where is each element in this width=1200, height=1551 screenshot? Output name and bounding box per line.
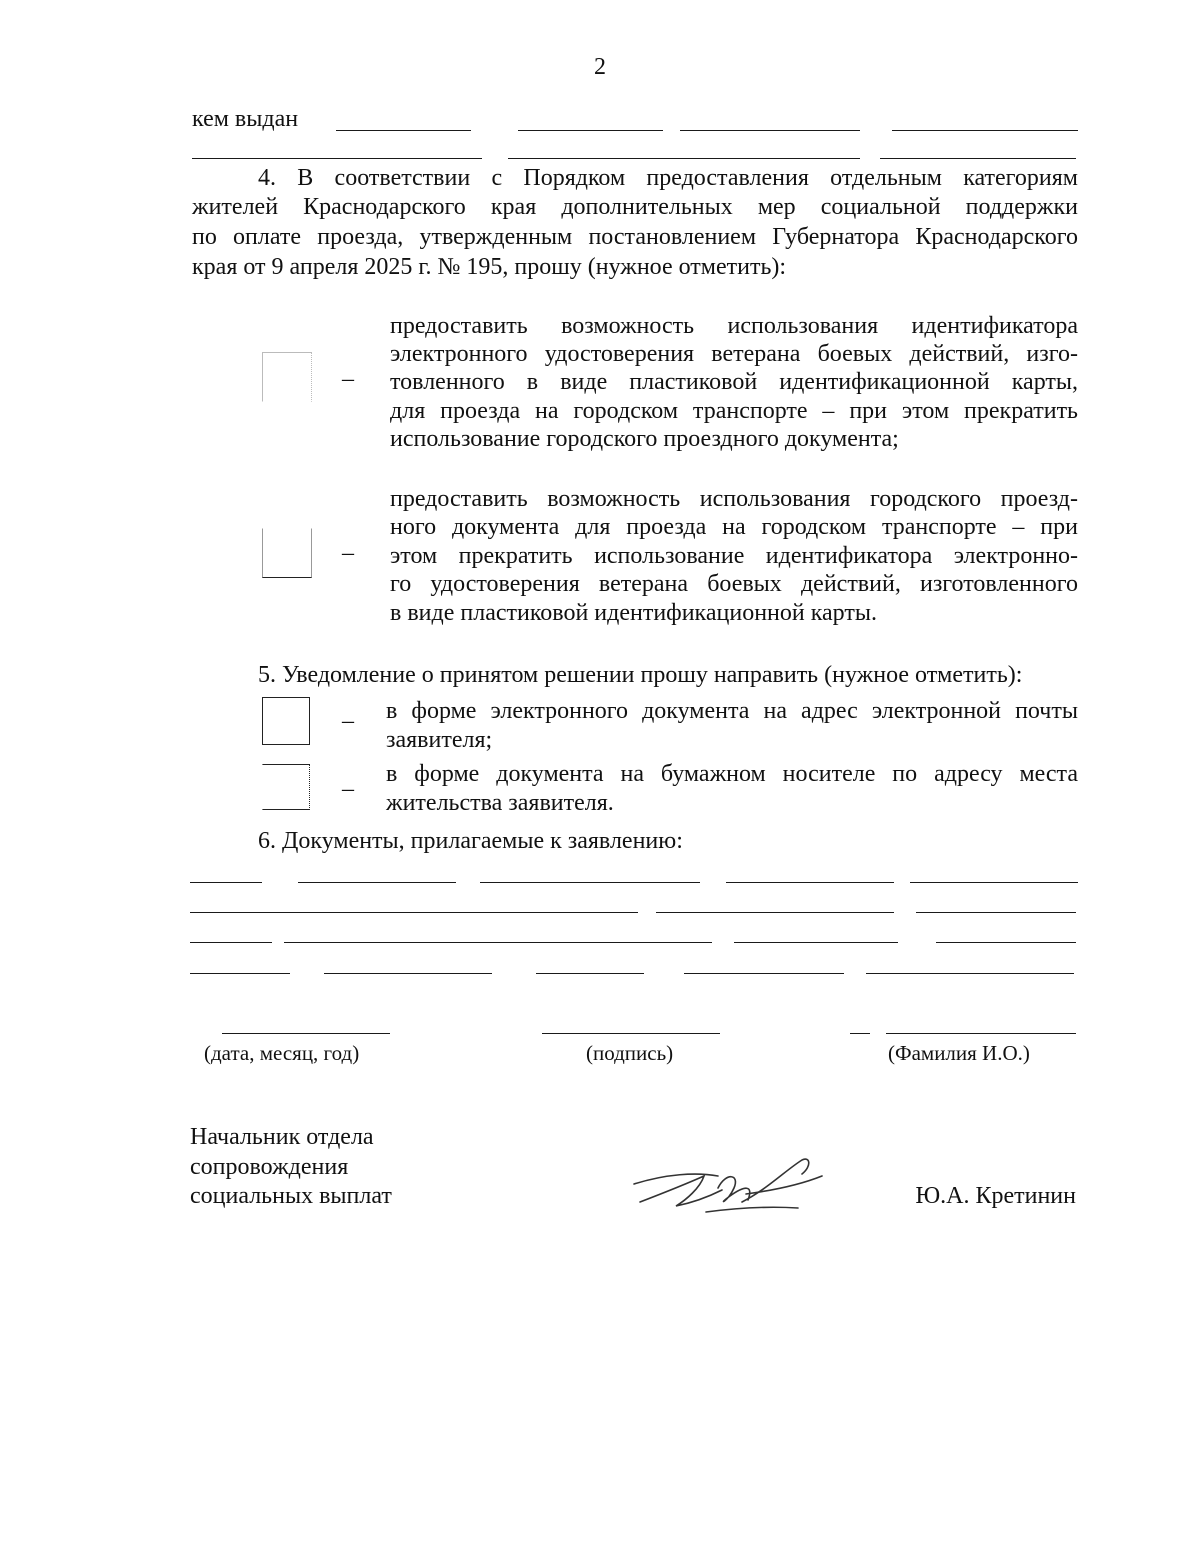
section4-line: жителей Краснодарского края дополнительных мер социальной поддержки <box>192 194 1078 220</box>
document-page: 2 кем выдан 4. В соответствии с Порядком предоставления отдельным категориям жителей Краснодарского края дополнительных мер социальной поддержки по оплате проезда, утвержденным постановлением Губернатора Краснодарского края от 9 апреля 2025 г. № 195, прошу (нужное отметить): – предоставить возможность использования идентификатора электронного удостоверения ветерана боевых действий, изго- товленного в виде пластиковой идентификационной карты, для проезда на городском транспорте – при этом прекратить использование городского проездного документа; – предоставить возможность использования городского проезд- ного документа для проезда на городском транспорте – при этом прекратить использование идентификатора электронно- го удостоверения ветерана боевых действий, изготовленного в виде пластиковой идентификационной карты. 5. Уведомление о принятом решении прошу направить (нужное отметить): – в форме электронного документа на адрес электронной почты заявителя; – в форме документа на бумажном носителе по адресу места жительства заявителя. 6. Документы, прилагаемые к заявлению: (дата, месяц, год) (подпись) (Фамилия И.О.) Начальник отдела сопровождения социальных выплат Ю.А. Кретинин <box>0 0 1200 1551</box>
notify-email-dash: – <box>342 708 354 734</box>
section6-title: 6. Документы, прилагаемые к заявлению: <box>258 828 683 854</box>
section4-line: края от 9 апреля 2025 г. № 195, прошу (нужное отметить): <box>192 254 787 280</box>
date-caption: (дата, месяц, год) <box>204 1041 360 1065</box>
option1-checkbox[interactable] <box>262 352 312 402</box>
page-number: 2 <box>594 54 606 80</box>
section4-line: 4. В соответствии с Порядком предоставления отдельным категориям <box>258 165 1078 191</box>
name-caption: (Фамилия И.О.) <box>888 1041 1030 1065</box>
notify-paper-dash: – <box>342 776 354 802</box>
official-signature <box>626 1150 826 1222</box>
option1-dash: – <box>342 366 354 392</box>
option2-checkbox[interactable] <box>262 528 312 578</box>
section4-line: по оплате проезда, утвержденным постановлением Губернатора Краснодарского <box>192 224 1078 250</box>
option2-dash: – <box>342 540 354 566</box>
section5-title: 5. Уведомление о принятом решении прошу направить (нужное отметить): <box>258 662 1023 688</box>
notify-email-checkbox[interactable] <box>262 697 310 745</box>
notify-paper-checkbox[interactable] <box>262 764 310 810</box>
official-name: Ю.А. Кретинин <box>915 1183 1076 1209</box>
signature-caption: (подпись) <box>586 1041 674 1065</box>
issued-by-label: кем выдан <box>192 106 299 132</box>
